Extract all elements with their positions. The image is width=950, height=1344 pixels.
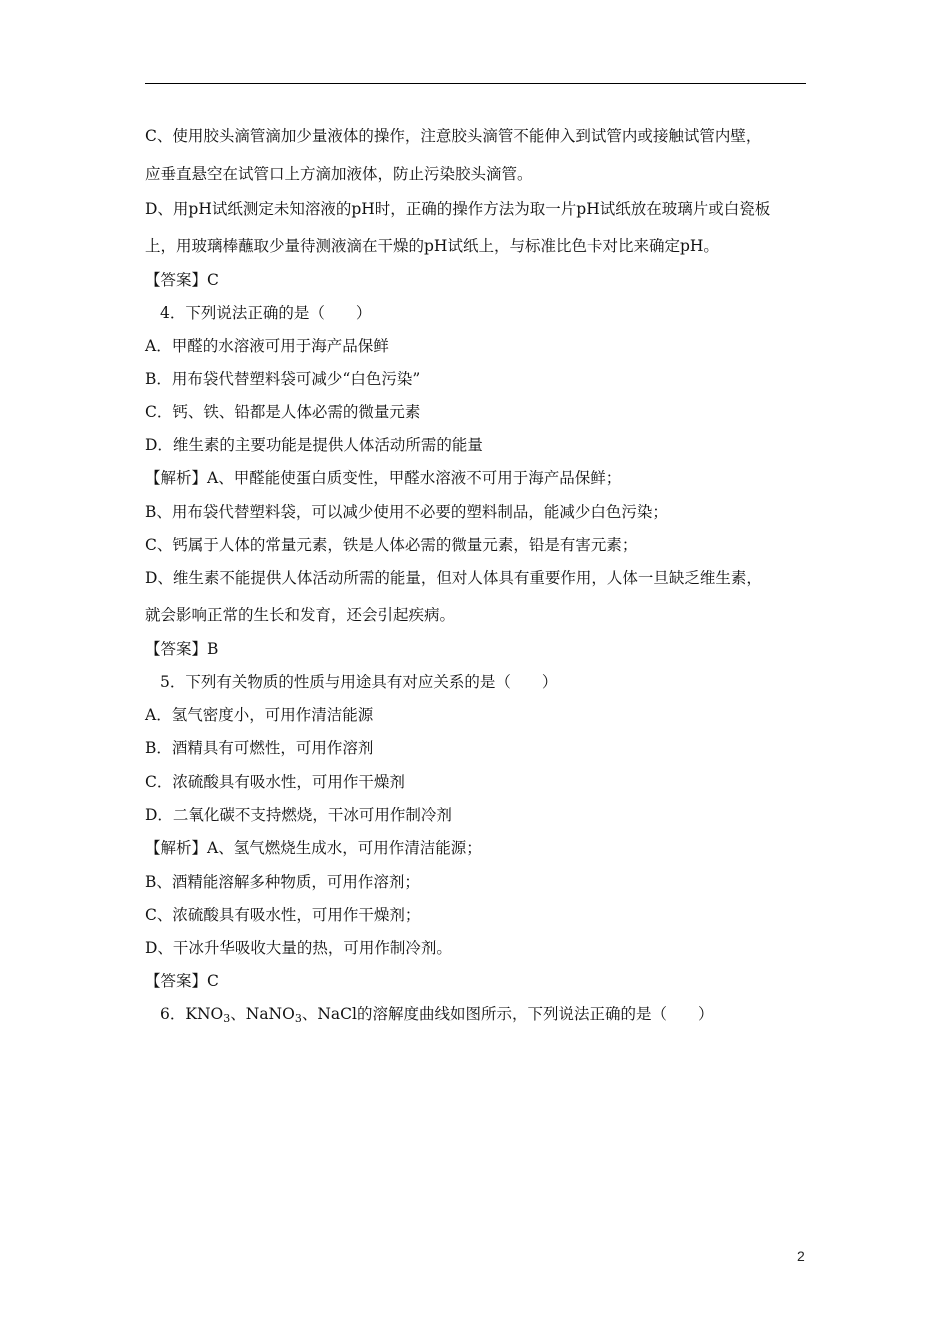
question-4-analysis-c: C、钙属于人体的常量元素，铁是人体必需的微量元素，铅是有害元素； [145,536,638,554]
kno3-formula: KNO [185,1005,224,1023]
question-5-stem: 5．下列有关物质的性质与用途具有对应关系的是（ ） [160,673,558,691]
nano3-formula: NaNO [245,1005,295,1023]
answer-q5: 【答案】C [145,972,219,990]
question-5-option-d: D．二氧化碳不支持燃烧，干冰可用作制冷剂 [145,806,452,824]
explanation-d-line-2: 上，用玻璃棒蘸取少量待测液滴在干燥的pH试纸上，与标准比色卡对比来确定pH。 [145,237,719,255]
question-4-option-c: C．钙、铁、铅都是人体必需的微量元素 [145,403,421,421]
nano3-subscript: 3 [294,1012,302,1025]
question-4-option-a: A．甲醛的水溶液可用于海产品保鲜 [145,337,389,355]
question-6-number: 6． [160,1005,186,1023]
question-4-analysis-a: 【解析】A、甲醛能使蛋白质变性，甲醛水溶液不可用于海产品保鲜； [145,469,622,487]
explanation-c-line-2: 应垂直悬空在试管口上方滴加液体，防止污染胶头滴管。 [145,165,533,183]
question-4-analysis-d-line-1: D、维生素不能提供人体活动所需的能量，但对人体具有重要作用，人体一旦缺乏维生素， [145,569,762,587]
question-6-stem [160,1004,713,1024]
question-4-option-b: B．用布袋代替塑料袋可减少“白色污染” [145,370,421,388]
question-6-text: 、NaCl的溶解度曲线如图所示，下列说法正确的是（ ） [301,1005,714,1023]
question-5-option-a: A．氢气密度小，可用作清洁能源 [145,706,374,724]
explanation-d-line-1: D、用pH试纸测定未知溶液的pH时，正确的操作方法为取一片pH试纸放在玻璃片或白瓷板 [145,200,771,218]
page-number: 2 [797,1248,805,1264]
question-4-analysis-b: B、用布袋代替塑料袋，可以减少使用不必要的塑料制品，能减少白色污染； [145,503,668,521]
question-4-stem: 4．下列说法正确的是（ ） [160,304,372,322]
kno3-subscript: 3 [223,1012,231,1025]
question-5-analysis-c: C、浓硫酸具有吸水性，可用作干燥剂； [145,906,421,924]
question-5-option-c: C．浓硫酸具有吸水性，可用作干燥剂 [145,773,405,791]
header-rule [145,83,806,84]
question-5-analysis-d: D、干冰升华吸收大量的热，可用作制冷剂。 [145,939,452,957]
question-4-analysis-d-line-2: 就会影响正常的生长和发育，还会引起疾病。 [145,606,456,624]
question-5-analysis-b: B、酒精能溶解多种物质，可用作溶剂； [145,873,420,891]
answer-q3: 【答案】C [145,271,219,289]
question-5-option-b: B．酒精具有可燃性，可用作溶剂 [145,739,374,757]
separator: 、 [230,1005,246,1023]
answer-q4: 【答案】B [145,640,219,658]
explanation-c-line-1: C、使用胶头滴管滴加少量液体的操作，注意胶头滴管不能伸入到试管内或接触试管内壁， [145,127,762,145]
question-5-analysis-a: 【解析】A、氢气燃烧生成水，可用作清洁能源； [145,839,482,857]
question-4-option-d: D．维生素的主要功能是提供人体活动所需的能量 [145,436,483,454]
